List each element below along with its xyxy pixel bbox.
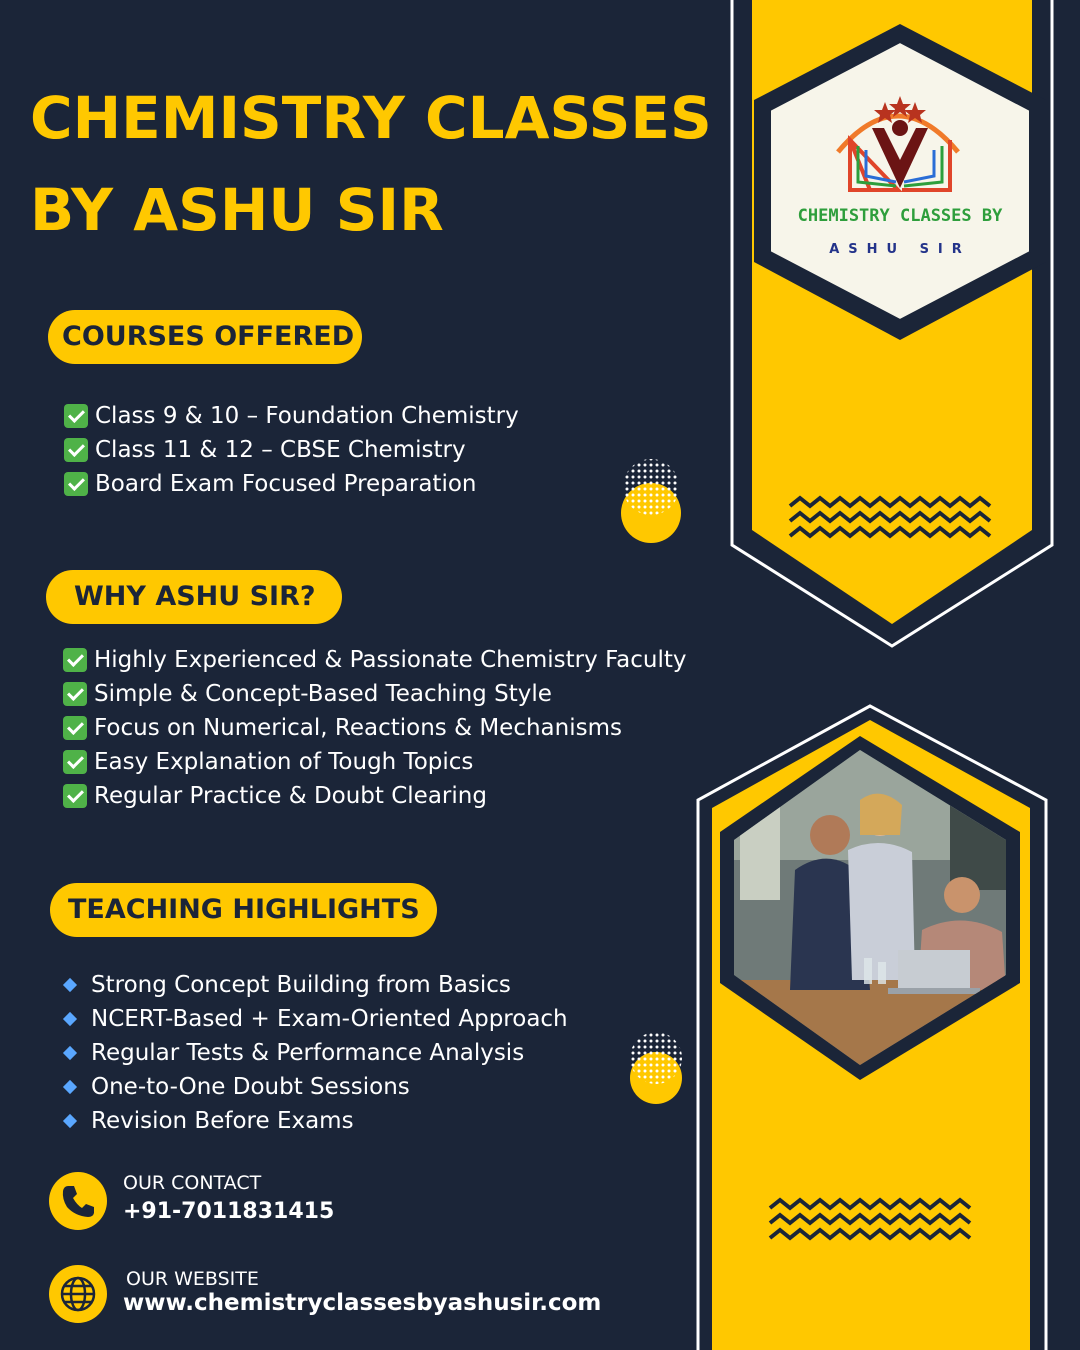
dotted-circle-bottom [630,1032,682,1104]
list-item [64,433,519,467]
list-item-text: Strong Concept Building from Basics [91,972,511,998]
check-icon [63,682,87,706]
list-item [63,643,687,677]
title-line1: CHEMISTRY CLASSES [30,84,712,152]
page-title [30,72,712,256]
list-item [60,1070,568,1104]
list-item [63,711,687,745]
list-item [63,677,687,711]
phone-icon [49,1172,107,1230]
list-item [60,1002,568,1036]
diamond-bullet-icon [63,1046,77,1060]
why-list [63,643,687,813]
logo-text-line1: CHEMISTRY CLASSES BY [797,206,1003,226]
courses-list [64,399,519,501]
website-label: OUR WEBSITE [126,1268,259,1290]
check-icon [64,472,88,496]
diamond-bullet-icon [63,978,77,992]
list-item-text: NCERT-Based + Exam-Oriented Approach [91,1006,568,1032]
highlights-heading: TEACHING HIGHLIGHTS [50,883,437,937]
dotted-circle-top [621,459,681,543]
check-icon [64,438,88,462]
list-item-text: Class 9 & 10 – Foundation Chemistry [95,403,519,429]
check-icon [63,784,87,808]
list-item-text: Class 11 & 12 – CBSE Chemistry [95,437,466,463]
diamond-bullet-icon [63,1080,77,1094]
list-item [64,467,519,501]
list-item-text: Easy Explanation of Tough Topics [94,749,474,775]
list-item-text: Highly Experienced & Passionate Chemistry Faculty [94,647,687,673]
list-item-text: Regular Tests & Performance Analysis [91,1040,525,1066]
courses-heading: COURSES OFFERED [48,310,362,364]
title-line2: BY ASHU SIR [30,176,444,244]
check-icon [63,750,87,774]
check-icon [63,648,87,672]
list-item-text: Regular Practice & Doubt Clearing [94,783,487,809]
list-item [60,968,568,1002]
list-item [64,399,519,433]
list-item [60,1104,568,1138]
list-item-text: One-to-One Doubt Sessions [91,1074,410,1100]
logo-text-line2: ASHU SIR [829,242,971,257]
list-item [63,779,687,813]
check-icon [64,404,88,428]
phone-number[interactable]: +91-7011831415 [123,1199,335,1224]
check-icon [63,716,87,740]
list-item-text: Board Exam Focused Preparation [95,471,477,497]
why-heading: WHY ASHU SIR? [46,570,342,624]
globe-icon [49,1265,107,1323]
contact-label: OUR CONTACT [123,1172,262,1194]
highlights-list [60,968,568,1138]
list-item [63,745,687,779]
list-item-text: Focus on Numerical, Reactions & Mechanisms [94,715,622,741]
diamond-bullet-icon [63,1114,77,1128]
website-link[interactable]: www.chemistryclassesbyashusir.com [123,1290,602,1316]
list-item [60,1036,568,1070]
list-item-text: Simple & Concept-Based Teaching Style [94,681,552,707]
diamond-bullet-icon [63,1012,77,1026]
list-item-text: Revision Before Exams [91,1108,354,1134]
